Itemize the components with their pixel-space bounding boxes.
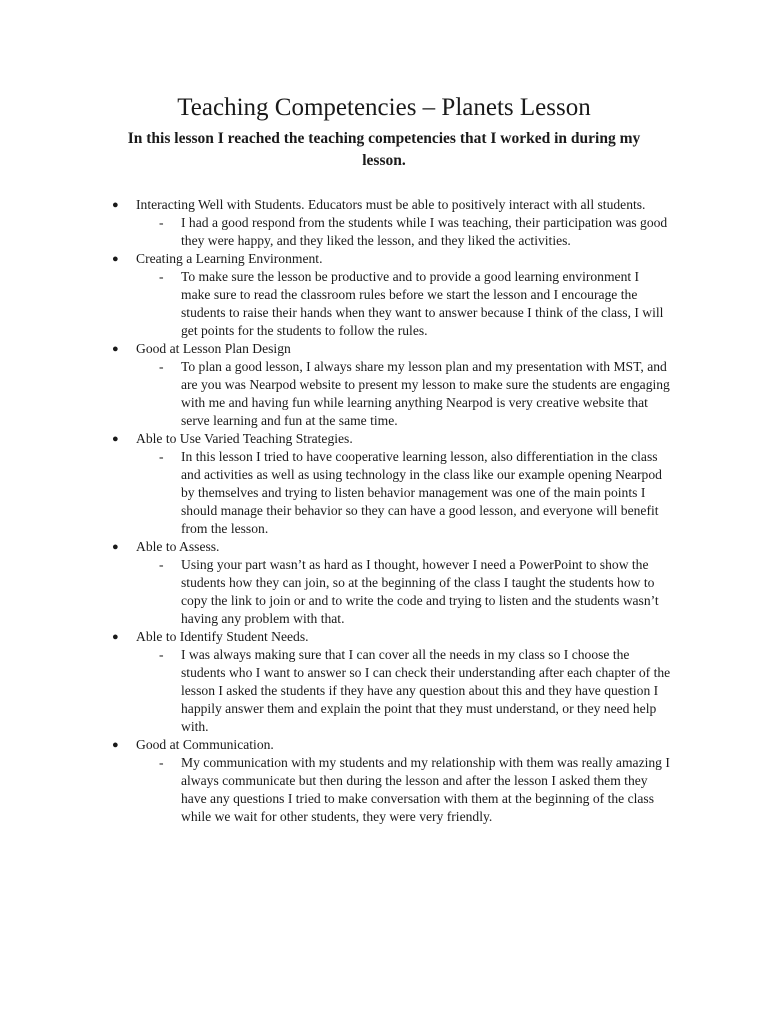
competency-heading: Able to Assess. [136,539,220,554]
dash-icon: - [159,647,164,662]
competency-detail [136,646,671,736]
dash-icon: - [159,215,164,230]
competency-detail [136,448,671,538]
competency-detail-text: I had a good respond from the students while I was teaching, their participation was good they were happy, and they liked the lesson, and they liked the activities. [181,215,668,248]
bullet-icon: ● [112,199,119,211]
competency-detail-text: To make sure the lesson be productive and to provide a good learning environment I make sure to read the classroom rules before we start the lesson and I encourage the students to raise their hands when they want to answer because I think of the class, I will get points for the students to follow the rules. [181,269,664,338]
competency-heading: Able to Identify Student Needs. [136,629,309,644]
bullet-icon: ● [112,541,119,553]
competency-heading: Creating a Learning Environment. [136,251,323,266]
bullet-icon: ● [112,253,119,265]
competency-heading: Good at Communication. [136,737,274,752]
competency-detail [136,214,671,250]
competency-item [0,736,670,826]
bullet-icon: ● [112,631,119,643]
bullet-icon: ● [112,343,119,355]
dash-icon: - [159,755,164,770]
competency-detail [136,754,671,826]
competency-detail-text: Using your part wasn’t as hard as I thought, however I need a PowerPoint to show the students how they can join, so at the beginning of the class I taught the students how to copy the link to join or and to write the code and trying to listen and the students wasn’t having any problem with that. [181,557,659,626]
competency-heading: Able to Use Varied Teaching Strategies. [136,431,353,446]
dash-icon: - [159,449,164,464]
competency-item [0,628,671,736]
competency-item [0,250,664,340]
competency-detail-text: My communication with my students and my relationship with them was really amazing I always communicate but then during the lesson and after the lesson I asked them they have any questions I tried to make conversation with them at the beginning of the class while we wait for other students, they were very friendly. [181,755,670,824]
competency-item [0,538,659,628]
page-title: Teaching Competencies – Planets Lesson [177,94,591,121]
bullet-icon: ● [112,739,119,751]
competency-detail-text: In this lesson I tried to have cooperative learning lesson, also differentiation in the class and activities as well as using technology in the class like our example opening Nearpod by themselves and trying to listen behavior management was one of the main points I should manage their behavior so they can have a good lesson, and everyone will benefit from the lesson. [181,449,662,536]
competency-detail [136,556,671,628]
dash-icon: - [159,359,164,374]
competency-detail-text: I was always making sure that I can cover all the needs in my class so I choose the students who I want to answer so I can check their understanding after each chapter of the lesson I asked the students if they have any question about this and they have question I happily answer them and explain the point that they must understand, or they need help with. [181,647,671,734]
competency-heading: Interacting Well with Students. Educators must be able to positively interact with all students. [136,197,646,212]
competency-detail-text: To plan a good lesson, I always share my lesson plan and my presentation with MST, and are you was Nearpod website to present my lesson to make sure the students are engaging with me and having fun while learning anything Nearpod is very creative website that serve learning and fun at the same time. [181,359,670,428]
competency-item [0,196,668,250]
dash-icon: - [159,557,164,572]
dash-icon: - [159,269,164,284]
competency-item [0,340,670,430]
page-subtitle: In this lesson I reached the teaching competencies that I worked in during my lesson. [127,130,641,169]
bullet-icon: ● [112,433,119,445]
competency-detail [136,358,671,430]
competency-list [0,196,768,826]
competency-detail [136,268,671,340]
competency-item [0,430,662,538]
competency-heading: Good at Lesson Plan Design [136,341,291,356]
